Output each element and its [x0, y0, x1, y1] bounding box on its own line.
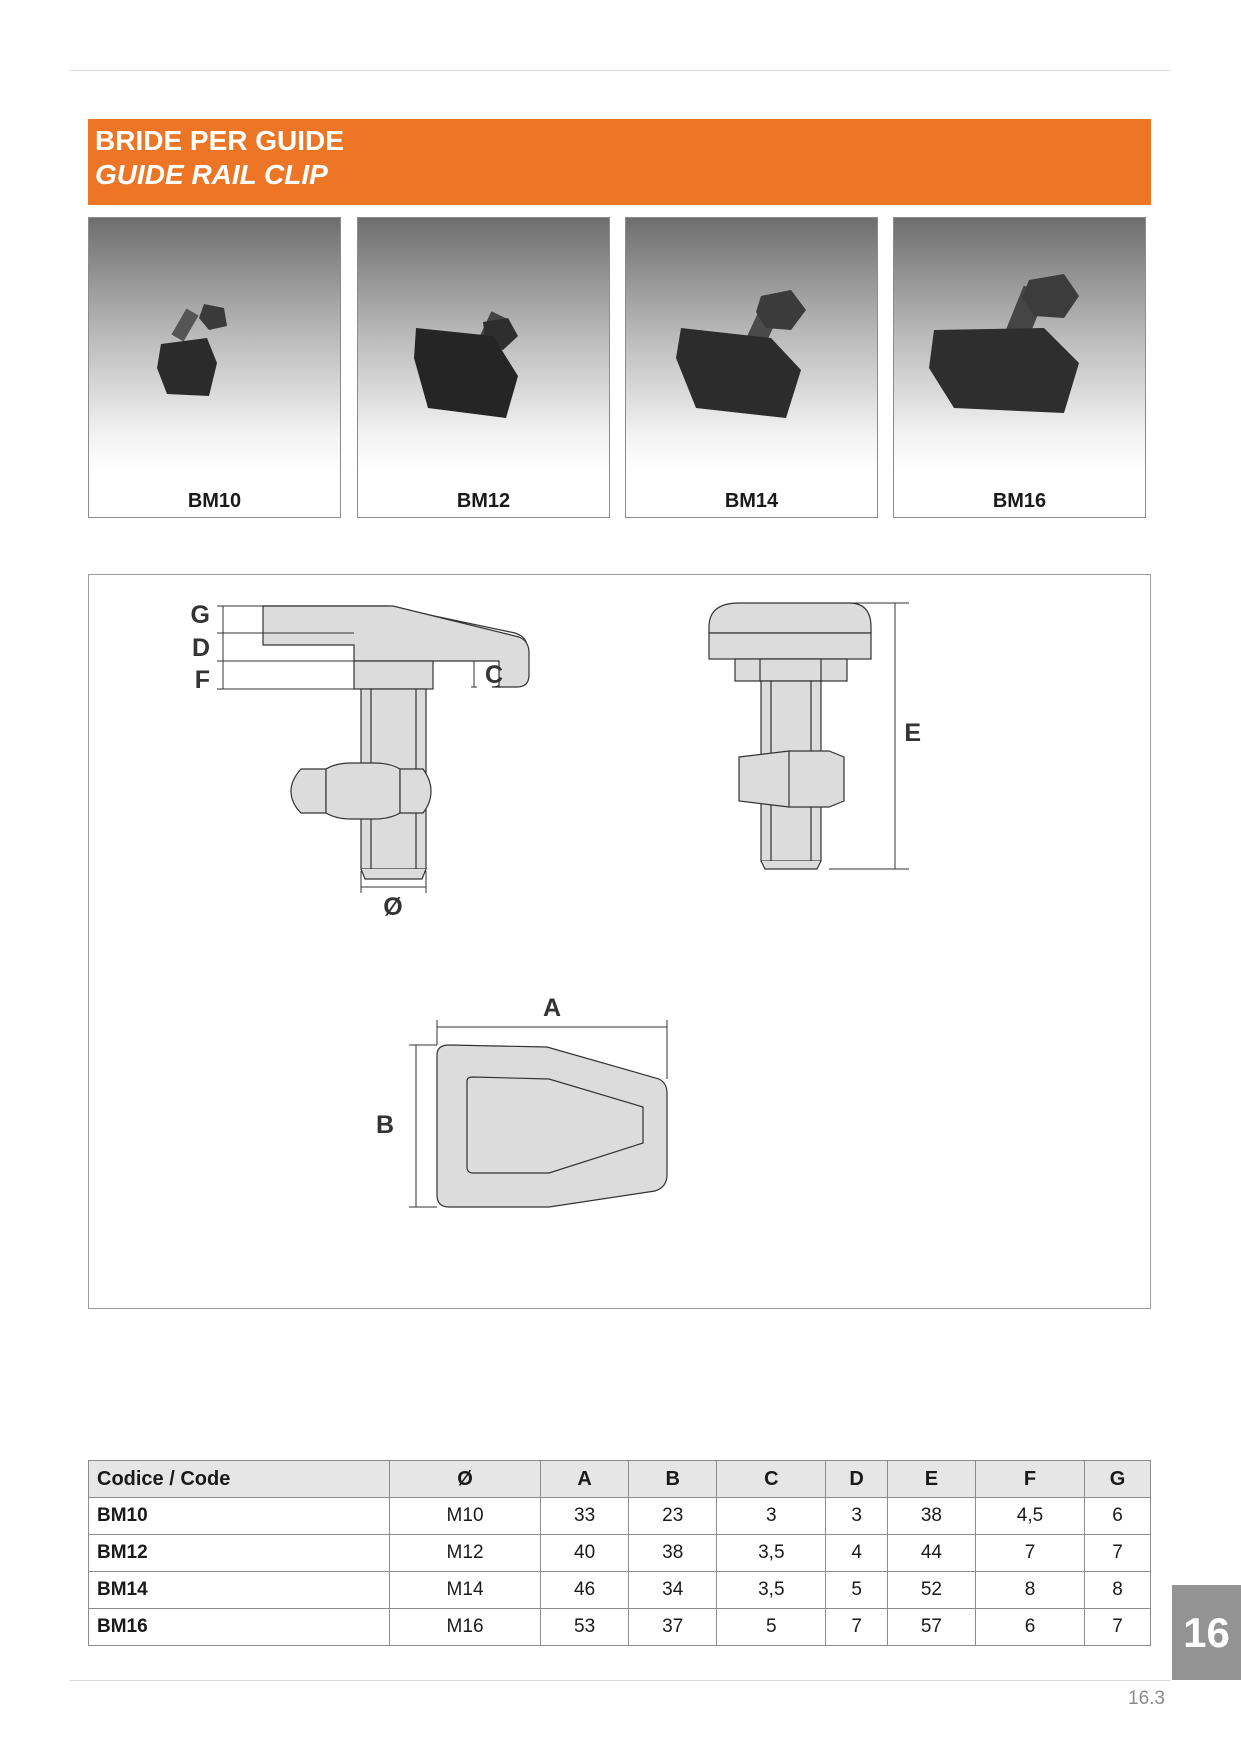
table-cell: M14 — [390, 1572, 541, 1609]
bottom-divider — [70, 1680, 1170, 1681]
table-cell: 6 — [1085, 1498, 1151, 1535]
table-cell: 7 — [975, 1535, 1084, 1572]
table-header-cell: B — [629, 1461, 717, 1498]
product-photo-card — [625, 217, 878, 518]
table-header-cell: G — [1085, 1461, 1151, 1498]
table-header-cell: Ø — [390, 1461, 541, 1498]
dim-label-g: G — [190, 601, 210, 629]
table-cell-code: BM10 — [89, 1498, 390, 1535]
clip-photo-icon — [894, 218, 1146, 472]
dim-label-c: C — [485, 661, 504, 689]
table-cell: 3,5 — [717, 1535, 826, 1572]
clip-photo-icon — [89, 218, 341, 472]
section-title-banner — [88, 119, 1151, 205]
table-cell: 8 — [975, 1572, 1084, 1609]
table-cell-code: BM14 — [89, 1572, 390, 1609]
dim-label-diameter: Ø — [383, 893, 403, 921]
table-cell: 8 — [1085, 1572, 1151, 1609]
table-cell: 7 — [826, 1609, 887, 1646]
title-italian: BRIDE PER GUIDE — [95, 125, 344, 156]
dimensions-table — [88, 1460, 1151, 1646]
top-divider — [70, 70, 1170, 71]
table-cell: 38 — [887, 1498, 975, 1535]
table-cell: 5 — [826, 1572, 887, 1609]
clip-photo-icon — [626, 218, 878, 472]
table-cell: M16 — [390, 1609, 541, 1646]
table-cell: 6 — [975, 1609, 1084, 1646]
product-label: BM12 — [456, 490, 511, 512]
table-cell: 34 — [629, 1572, 717, 1609]
table-cell: 5 — [717, 1609, 826, 1646]
product-label: BM16 — [992, 490, 1047, 512]
table-cell: 46 — [541, 1572, 629, 1609]
table-header-cell: Codice / Code — [89, 1461, 390, 1498]
table-header-row — [89, 1461, 1151, 1498]
table-cell: 40 — [541, 1535, 629, 1572]
dim-label-a: A — [542, 994, 562, 1022]
section-tab: 16 — [1172, 1585, 1241, 1680]
table-row — [89, 1535, 1151, 1572]
dim-label-b: B — [375, 1111, 394, 1139]
table-cell: 4,5 — [975, 1498, 1084, 1535]
table-cell: 7 — [1085, 1609, 1151, 1646]
table-cell: 37 — [629, 1609, 717, 1646]
dim-label-e: E — [904, 719, 921, 747]
technical-drawing-frame — [88, 574, 1151, 1309]
table-header-cell: D — [826, 1461, 887, 1498]
dim-label-f: F — [194, 666, 210, 694]
table-cell: M10 — [390, 1498, 541, 1535]
table-header-cell: A — [541, 1461, 629, 1498]
table-cell: 7 — [1085, 1535, 1151, 1572]
table-row — [89, 1609, 1151, 1646]
table-cell: 44 — [887, 1535, 975, 1572]
table-cell: 4 — [826, 1535, 887, 1572]
product-photo-card — [893, 217, 1146, 518]
table-cell: 57 — [887, 1609, 975, 1646]
table-cell: 3 — [717, 1498, 826, 1535]
table-row — [89, 1572, 1151, 1609]
table-header-cell: C — [717, 1461, 826, 1498]
table-cell-code: BM16 — [89, 1609, 390, 1646]
product-photo-card — [88, 217, 341, 518]
product-label: BM14 — [724, 490, 779, 512]
technical-drawing — [89, 575, 1152, 1310]
title-english: GUIDE RAIL CLIP — [95, 159, 328, 190]
table-cell: 23 — [629, 1498, 717, 1535]
table-cell: 3,5 — [717, 1572, 826, 1609]
product-label: BM10 — [187, 490, 242, 512]
table-cell: 53 — [541, 1609, 629, 1646]
table-cell: M12 — [390, 1535, 541, 1572]
table-cell: 52 — [887, 1572, 975, 1609]
table-cell-code: BM12 — [89, 1535, 390, 1572]
table-cell: 33 — [541, 1498, 629, 1535]
product-photo-card — [357, 217, 610, 518]
clip-photo-icon — [358, 218, 610, 472]
table-header-cell: F — [975, 1461, 1084, 1498]
table-header-cell: E — [887, 1461, 975, 1498]
table-row — [89, 1498, 1151, 1535]
page-number: 16.3 — [1128, 1688, 1165, 1709]
table-cell: 3 — [826, 1498, 887, 1535]
table-cell: 38 — [629, 1535, 717, 1572]
dim-label-d: D — [191, 634, 210, 662]
